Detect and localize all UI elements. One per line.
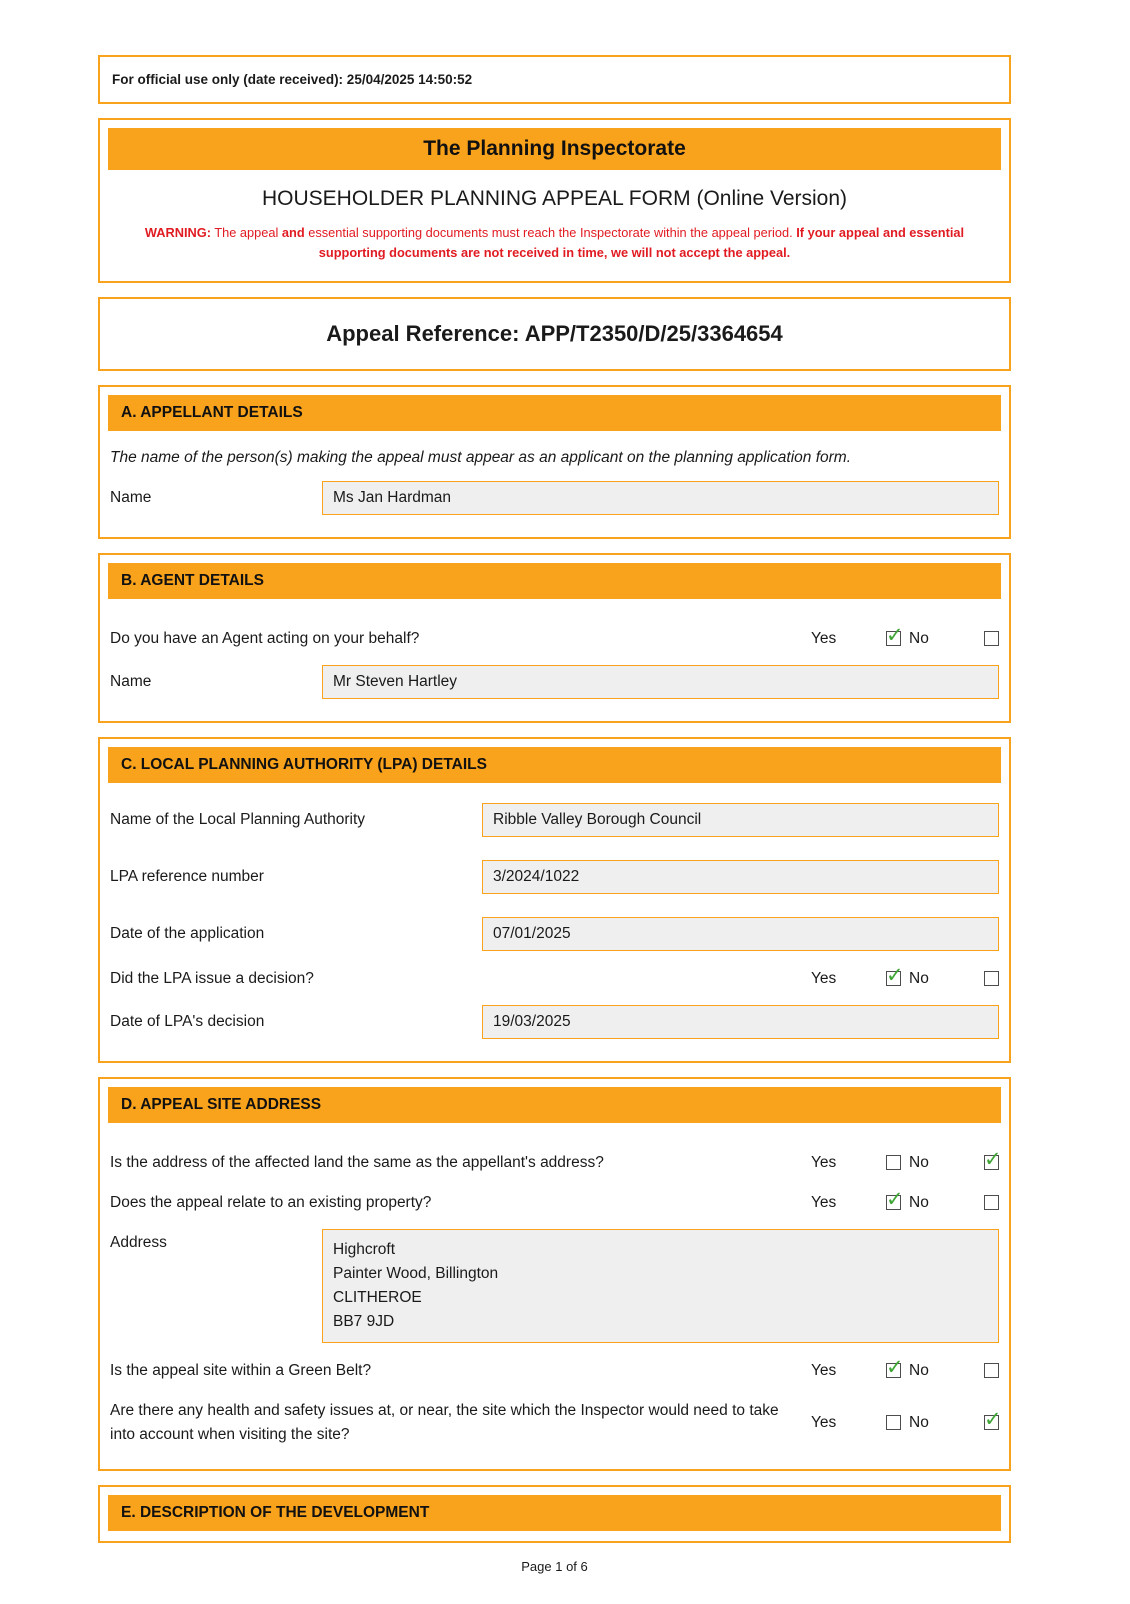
section-b [98,553,1011,723]
agent-yes-no-group [811,630,999,648]
health-safety-question-row [110,1399,999,1447]
section-a-title: A. APPELLANT DETAILS [121,403,303,421]
yes-label: Yes [811,1361,837,1379]
existing-property-question: Does the appeal relate to an existing property? [110,1193,432,1211]
warning-segment: and [281,225,305,240]
green-belt-yes-checkbox[interactable] [886,1363,901,1378]
same-address-question: Is the address of the affected land the same as the appellant's address? [110,1153,604,1171]
section-e-header [108,1495,1001,1531]
agent-question: Do you have an Agent acting on your behalf? [110,629,420,647]
green-belt-yes-no-group [811,1362,999,1380]
no-label: No [909,1153,929,1171]
no-label: No [909,969,929,987]
application-date-input[interactable]: 07/01/2025 [482,917,999,951]
agent-no-checkbox[interactable] [984,631,999,646]
section-c-header [108,747,1001,783]
section-a [98,385,1011,539]
section-b-title: B. AGENT DETAILS [121,571,264,589]
address-line: Painter Wood, Billington [333,1264,499,1282]
lpa-reference-row [110,860,999,894]
yes-label: Yes [811,1413,837,1431]
yes-label: Yes [811,1153,837,1171]
no-label: No [909,629,929,647]
health-safety-question: Are there any health and safety issues at, or near, the site which the Inspector would need to take into account when visiting the site? [110,1401,779,1443]
section-d [98,1077,1011,1471]
section-c [98,737,1011,1063]
existing-property-yes-no-group [811,1194,999,1212]
lpa-reference-label: LPA reference number [110,867,264,885]
page-number: Page 1 of 6 [521,1558,588,1574]
section-d-header [108,1087,1001,1123]
agent-name-label: Name [110,672,152,690]
green-belt-question-row [110,1359,999,1383]
application-date-row [110,917,999,951]
appeal-reference-box [98,297,1011,371]
lpa-reference-input[interactable]: 3/2024/1022 [482,860,999,894]
decision-date-row [110,1005,999,1039]
section-a-header [108,395,1001,431]
lpa-decision-yes-checkbox[interactable] [886,971,901,986]
yes-label: Yes [811,969,837,987]
green-belt-question: Is the appeal site within a Green Belt? [110,1361,372,1379]
section-e-title: E. DESCRIPTION OF THE DEVELOPMENT [121,1503,430,1521]
appeal-reference: Appeal Reference: APP/T2350/D/25/3364654 [326,320,783,346]
decision-date-label: Date of LPA's decision [110,1012,265,1030]
lpa-name-row [110,803,999,837]
agent-name-input[interactable]: Mr Steven Hartley [322,665,999,699]
lpa-decision-yes-no-group [811,970,999,988]
warning-segment: The appeal [211,225,282,240]
health-safety-no-checkbox[interactable] [984,1415,999,1430]
section-a-note: The name of the person(s) making the appeal must appear as an applicant on the planning application form. [110,448,852,466]
lpa-decision-no-checkbox[interactable] [984,971,999,986]
section-d-title: D. APPEAL SITE ADDRESS [121,1095,322,1113]
section-c-title: C. LOCAL PLANNING AUTHORITY (LPA) DETAILS [121,755,487,773]
lpa-decision-question-row [110,967,999,991]
agent-yes-checkbox[interactable] [886,631,901,646]
org-title-bar [108,128,1001,170]
yes-label: Yes [811,1193,837,1211]
address-label: Address [110,1233,167,1251]
decision-date-input[interactable]: 19/03/2025 [482,1005,999,1039]
site-address-input[interactable] [322,1229,999,1343]
warning-text [115,223,995,263]
warning-segment: WARNING: [144,225,211,240]
green-belt-no-checkbox[interactable] [984,1363,999,1378]
appeal-form-page [98,0,1011,1604]
health-safety-yes-no-group [811,1414,999,1432]
address-line: Highcroft [333,1240,396,1258]
existing-property-question-row [110,1191,999,1215]
no-label: No [909,1413,929,1431]
no-label: No [909,1193,929,1211]
agent-question-row [110,627,999,651]
address-line: BB7 9JD [333,1312,395,1330]
warning-segment: essential supporting documents must reach the Inspectorate within the appeal period. [304,225,797,240]
address-line: CLITHEROE [333,1288,422,1306]
same-address-yes-checkbox[interactable] [886,1155,901,1170]
application-date-label: Date of the application [110,924,265,942]
lpa-name-input[interactable]: Ribble Valley Borough Council [482,803,999,837]
existing-property-yes-checkbox[interactable] [886,1195,901,1210]
same-address-yes-no-group [811,1154,999,1172]
same-address-no-checkbox[interactable] [984,1155,999,1170]
address-row [110,1229,999,1343]
section-e [98,1485,1011,1543]
lpa-name-label: Name of the Local Planning Authority [110,810,366,828]
official-use-text: For official use only (date received): 25/04/2025 14:50:52 [112,72,473,87]
yes-label: Yes [811,629,837,647]
same-address-question-row [110,1151,999,1175]
lpa-decision-question: Did the LPA issue a decision? [110,969,314,987]
form-title: HOUSEHOLDER PLANNING APPEAL FORM (Online Version) [261,187,848,210]
form-header-box [98,118,1011,283]
appellant-name-input[interactable]: Ms Jan Hardman [322,481,999,515]
appellant-name-label: Name [110,488,152,506]
no-label: No [909,1361,929,1379]
health-safety-yes-checkbox[interactable] [886,1415,901,1430]
existing-property-no-checkbox[interactable] [984,1195,999,1210]
org-title: The Planning Inspectorate [423,137,686,160]
warning-segment: If your appeal and essential supporting documents are not received in time, we will not accept the appeal. [318,225,965,260]
section-b-header [108,563,1001,599]
official-use-box [98,55,1011,104]
